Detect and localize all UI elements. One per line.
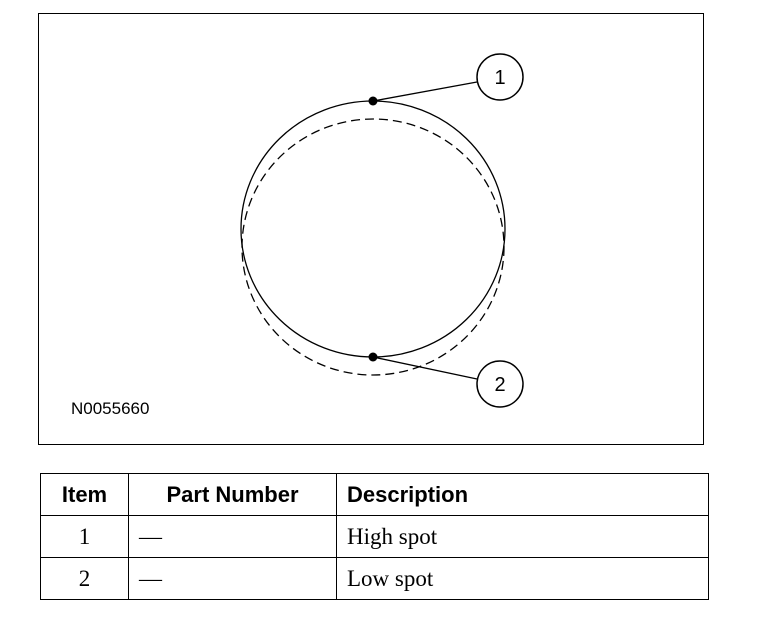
header-part-number: Part Number: [129, 474, 337, 516]
diagram-figure: [38, 13, 704, 445]
table-row: [41, 558, 709, 600]
actual-circle-solid: [241, 101, 505, 357]
row-part-number: —: [129, 516, 337, 558]
leader-line-2: [373, 357, 477, 379]
row-part-number: —: [129, 558, 337, 600]
legend-header-row: [41, 474, 709, 516]
row-item: 2: [41, 558, 129, 600]
legend-table: [40, 473, 709, 600]
row-description: High spot: [337, 516, 709, 558]
header-description: Description: [337, 474, 709, 516]
row-item: 1: [41, 516, 129, 558]
leader-line-1: [373, 82, 477, 101]
callout-number-1: 1: [494, 67, 506, 89]
table-row: [41, 516, 709, 558]
figure-id: N0055660: [71, 399, 150, 418]
callout-number-2: 2: [494, 374, 506, 396]
header-item: Item: [41, 474, 129, 516]
row-description: Low spot: [337, 558, 709, 600]
runout-diagram: [39, 14, 705, 446]
reference-circle-dashed: [242, 119, 504, 375]
